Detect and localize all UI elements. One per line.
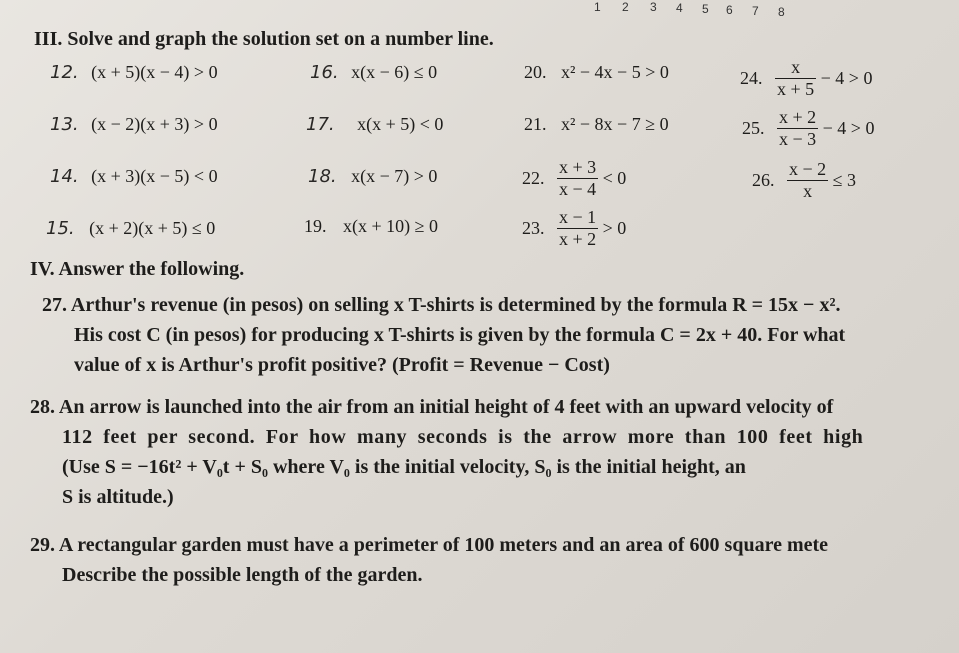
fraction-denominator: x − 4 xyxy=(559,178,597,199)
problem-22 xyxy=(522,158,626,199)
ruler-tick-label: 2 xyxy=(622,0,629,14)
question-line: 27. Arthur's revenue (in pesos) on selling x T-shirts is determined by the formula R = 15x − x². xyxy=(42,294,841,316)
problem-number: 18. xyxy=(308,166,337,187)
problem-13 xyxy=(50,114,218,135)
problem-19 xyxy=(304,216,438,237)
problem-number: 20. xyxy=(524,62,547,82)
problem-expression-rest: − 4 > 0 xyxy=(822,117,875,138)
ruler-tick-label: 6 xyxy=(726,3,733,17)
problem-expression: x² − 8x − 7 ≥ 0 xyxy=(561,114,669,134)
section-4-title: IV. Answer the following. xyxy=(30,258,245,280)
fraction-denominator: x − 3 xyxy=(779,128,817,149)
problem-number: 25. xyxy=(742,117,765,138)
problem-expression: x² − 4x − 5 > 0 xyxy=(561,62,669,82)
problem-expression: (x + 3)(x − 5) < 0 xyxy=(91,166,218,186)
question-line: His cost C (in pesos) for producing x T-shirts is given by the formula C = 2x + 40. For what xyxy=(74,324,846,346)
problem-expression: (x + 5)(x − 4) > 0 xyxy=(91,62,218,82)
question-line: 28. An arrow is launched into the air from an initial height of 4 feet with an upward velocity of xyxy=(30,396,834,418)
problem-expression: (x + 2)(x + 5) ≤ 0 xyxy=(89,218,216,238)
fraction xyxy=(777,108,818,149)
problem-number: 21. xyxy=(524,114,547,134)
ruler-tick-label: 8 xyxy=(778,5,785,19)
problem-17 xyxy=(306,114,443,135)
question-29 xyxy=(30,530,828,590)
problem-number: 15. xyxy=(46,218,75,239)
problem-23 xyxy=(522,208,626,249)
problem-expression: (x − 2)(x + 3) > 0 xyxy=(91,114,218,134)
ruler-tick-label: 1 xyxy=(594,0,601,14)
section-3-title: III. Solve and graph the solution set on a number line. xyxy=(34,28,494,50)
problem-number: 22. xyxy=(522,167,545,188)
problem-expression: x(x − 7) > 0 xyxy=(351,166,438,186)
problem-21 xyxy=(524,114,669,135)
fraction xyxy=(557,208,598,249)
problem-expression: x(x + 10) ≥ 0 xyxy=(343,216,439,236)
problem-expression-rest: − 4 > 0 xyxy=(820,67,873,88)
problem-expression-rest: < 0 xyxy=(602,167,627,188)
ruler-tick-label: 5 xyxy=(702,2,709,16)
question-line: 112 feet per second. For how many seconds is the arrow more than 100 feet high xyxy=(62,426,864,448)
problem-number: 17. xyxy=(306,114,335,135)
problem-18 xyxy=(308,166,437,187)
problem-expression-rest: > 0 xyxy=(602,217,627,238)
question-28 xyxy=(30,392,863,512)
problem-25 xyxy=(742,108,874,149)
ruler-tick-label: 3 xyxy=(650,0,657,14)
fraction-denominator: x + 2 xyxy=(559,228,597,249)
fraction-numerator: x − 2 xyxy=(789,159,827,179)
problem-number: 23. xyxy=(522,217,545,238)
problem-number: 26. xyxy=(752,169,775,190)
problem-number: 13. xyxy=(50,114,79,135)
fraction xyxy=(557,158,598,199)
problem-expression: x(x − 6) ≤ 0 xyxy=(351,62,438,82)
problem-expression: x(x + 5) < 0 xyxy=(357,114,444,134)
problem-12 xyxy=(50,62,218,83)
fraction-numerator: x + 3 xyxy=(559,157,597,177)
problem-26 xyxy=(752,160,856,201)
fraction-numerator: x − 1 xyxy=(559,207,597,227)
fraction-numerator: x + 2 xyxy=(779,107,817,127)
fraction-numerator: x xyxy=(775,58,816,79)
problem-number: 14. xyxy=(50,166,79,187)
fraction xyxy=(787,160,828,201)
problem-number: 12. xyxy=(50,62,79,83)
ruler-tick-label: 4 xyxy=(676,1,683,15)
question-line: (Use S = −16t² + V₀t + S₀ where V₀ is the initial velocity, S₀ is the initial height, an xyxy=(62,456,746,478)
problem-24 xyxy=(740,58,872,99)
question-line: value of x is Arthur's profit positive? (Profit = Revenue − Cost) xyxy=(74,354,610,376)
problem-14 xyxy=(50,166,218,187)
fraction-denominator: x + 5 xyxy=(777,78,815,99)
problem-number: 16. xyxy=(310,62,339,83)
question-line: S is altitude.) xyxy=(62,486,174,508)
ruler-tick-label: 7 xyxy=(752,4,759,18)
problem-expression-rest: ≤ 3 xyxy=(832,169,857,190)
problem-16 xyxy=(310,62,437,83)
problem-20 xyxy=(524,62,669,83)
question-line: 29. A rectangular garden must have a perimeter of 100 meters and an area of 600 square mete xyxy=(30,534,829,556)
question-27 xyxy=(42,290,845,380)
question-line: Describe the possible length of the garden. xyxy=(62,564,423,586)
fraction xyxy=(775,58,816,99)
problem-number: 19. xyxy=(304,216,327,236)
fraction-denominator: x xyxy=(803,180,813,201)
problem-number: 24. xyxy=(740,67,763,88)
problem-15 xyxy=(46,218,215,239)
